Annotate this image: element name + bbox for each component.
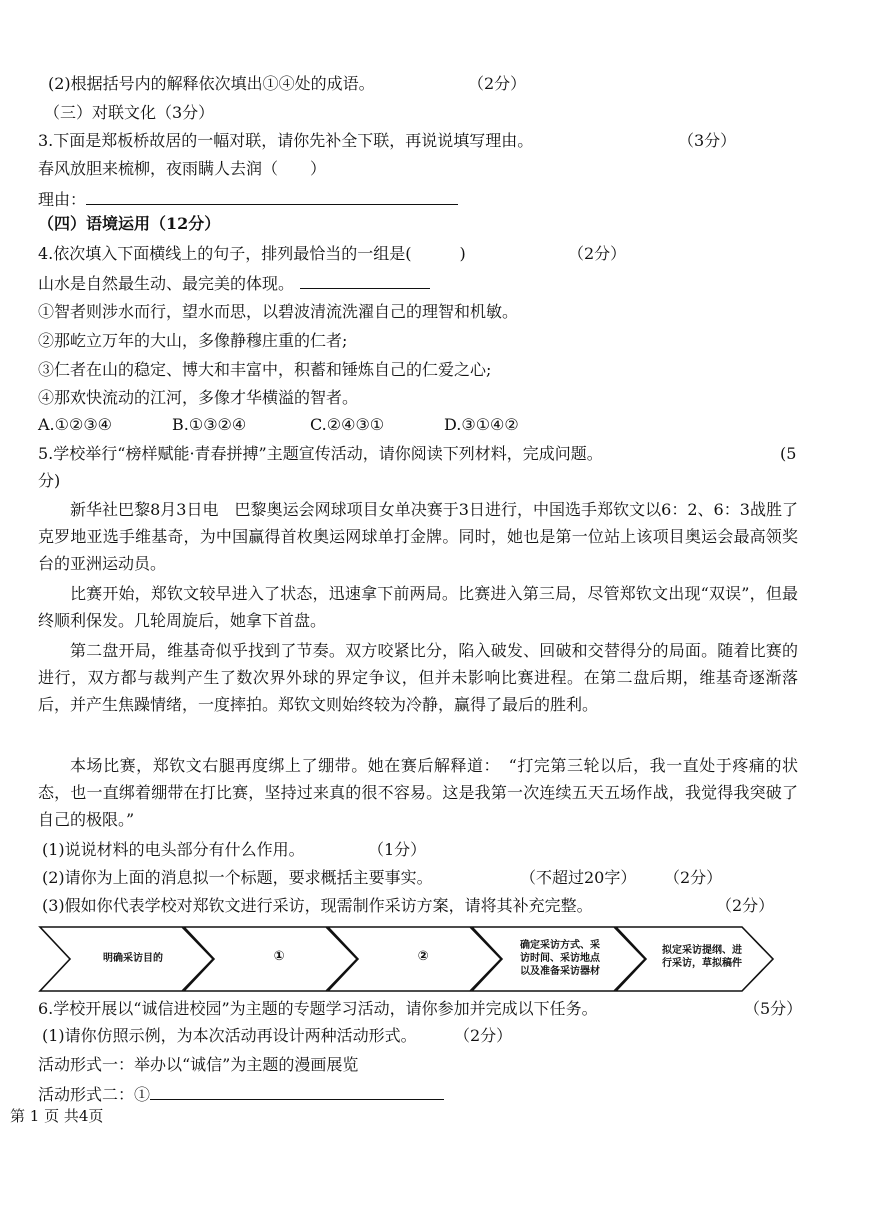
q5-score-part2: 分) [38, 471, 61, 490]
q4-item-2: ②那屹立万年的大山，多像静穆庄重的仁者; [38, 331, 348, 350]
q5-sub3-score: （2分） [716, 896, 775, 915]
q6-form-2-label: 活动形式二：① [38, 1085, 151, 1104]
q5-question [38, 443, 810, 465]
q4-option-d: D.③①④② [444, 415, 519, 434]
page-footer: 第 1 页 共4页 [10, 1107, 104, 1125]
q6-form-1: 活动形式一：举办以“诚信”为主题的漫画展览 [38, 1055, 359, 1074]
q4-option-a: A.①②③④ [38, 415, 113, 434]
q4-option-b: B.①③②④ [172, 415, 247, 434]
q5-score-part1: (5 [780, 444, 797, 463]
q5-sub1-score: （1分） [368, 840, 427, 859]
q3-reason-blank[interactable] [86, 188, 458, 205]
q4-option-c: C.②④③① [310, 415, 385, 434]
flow-step-5-label: 拟定采访提纲、进 行采访，草拟稿件 [662, 945, 742, 969]
q3-reason-label: 理由： [38, 190, 87, 209]
q5-paragraph-3: 第二盘开局，维基奇似乎找到了节奏。双方咬紧比分，陷入破发、回破和交替得分的局面。随着比赛的进行，双方都与裁判产生了数次界外球的界定争议，但并未影响比赛进程。在第二盘后期，维基奇逐渐落后，并产生焦躁情绪，一度摔拍。郑钦文则始终较为冷静，赢得了最后的胜利。 [38, 641, 798, 714]
flow-step-2-label[interactable]: ① [273, 949, 285, 964]
q5-sub3-text: (3)假如你代表学校对郑钦文进行采访，现需制作采访方案，请将其补充完整。 [42, 896, 593, 915]
q5-text: 5.学校举行“榜样赋能·青春拼搏”主题宣传活动，请你阅读下列材料，完成问题。 [38, 444, 603, 463]
q2-sub2 [48, 73, 810, 95]
q3-reason [38, 188, 810, 211]
q5-sub3 [42, 895, 810, 917]
q3-question [38, 130, 810, 152]
q5-sub1-text: (1)说说材料的电头部分有什么作用。 [42, 840, 305, 859]
flow-step-3-label[interactable]: ② [417, 949, 429, 964]
q5-sub2-text: (2)请你为上面的消息拟一个标题，要求概括主要事实。 [42, 868, 433, 887]
q4-lead [38, 272, 810, 295]
q2-sub2-text: (2)根据括号内的解释依次填出①④处的成语。 [48, 74, 375, 93]
interview-plan-flowchart [38, 924, 778, 994]
q5-paragraph-2: 比赛开始，郑钦文较早进入了状态，迅速拿下前两局。比赛进入第三局，尽管郑钦文出现“双误”，但最终顺利保发。几轮周旋后，她拿下首盘。 [38, 584, 798, 630]
flow-step-4-label: 确定采访方式、采 访时间、采访地点 以及准备采访器材 [520, 940, 600, 977]
q4-lead-blank[interactable] [300, 272, 430, 289]
q2-sub2-score: （2分） [468, 74, 527, 93]
q4-item-3: ③仁者在山的稳定、博大和丰富中，积蓄和锤炼自己的仁爱之心; [38, 360, 492, 379]
q6-form-2 [38, 1083, 810, 1106]
q5-sub2-limit: （不超过20字） [520, 868, 637, 887]
q6-sub1-text: (1)请你仿照示例，为本次活动再设计两种活动形式。 [42, 1026, 417, 1045]
flow-step-1-label: 明确采访目的 [103, 953, 163, 964]
q6-text: 6.学校开展以“诚信进校园”为主题的专题学习活动，请你参加并完成以下任务。 [38, 999, 598, 1018]
q3-text: 3.下面是郑板桥故居的一幅对联，请你先补全下联，再说说填写理由。 [38, 131, 534, 150]
q5-sub1 [42, 839, 810, 861]
q5-sub2-score: （2分） [664, 868, 723, 887]
q3-couplet: 春风放胆来梳柳，夜雨瞒人去润（ ） [38, 159, 327, 178]
q5-paragraph-1: 新华社巴黎8月3日电 巴黎奥运会网球项目女单决赛于3日进行，中国选手郑钦文以6：2、6：3战胜了克罗地亚选手维基奇，为中国赢得首枚奥运网球单打金牌。同时，她也是第一位站上该项目奥运会最高领奖台的亚洲运动员。 [38, 500, 798, 573]
q4-item-4: ④那欢快流动的江河，多像才华横溢的智者。 [38, 388, 359, 407]
q5-paragraph-4: 本场比赛，郑钦文右腿再度绑上了绷带。她在赛后解释道： “打完第三轮以后，我一直处于疼痛的状态，也一直绑着绷带在打比赛，坚持过来真的很不容易。这是我第一次连续五天五场作战，我觉得我突破了自己的极限。” [38, 756, 798, 829]
section-3-heading: （三）对联文化（3分） [44, 103, 215, 122]
q6-form-2-blank[interactable] [150, 1083, 444, 1100]
q4-lead-text: 山水是自然最生动、最完美的体现。 [38, 274, 295, 293]
section-4-heading: （四）语境运用（12分） [38, 214, 221, 233]
q6-score: （5分） [744, 999, 803, 1018]
q6-sub1 [42, 1025, 810, 1047]
q5-sub2 [42, 867, 810, 889]
q4-score: （2分） [568, 244, 627, 263]
q4-item-1: ①智者则涉水而行，望水而思，以碧波清流洗濯自己的理智和机敏。 [38, 302, 519, 321]
q6-question [38, 998, 810, 1020]
q4-text: 4.依次填入下面横线上的句子，排列最恰当的一组是( ) [38, 244, 466, 263]
q3-score: （3分） [678, 131, 737, 150]
q6-sub1-score: （2分） [454, 1026, 513, 1045]
q4-question [38, 243, 810, 265]
